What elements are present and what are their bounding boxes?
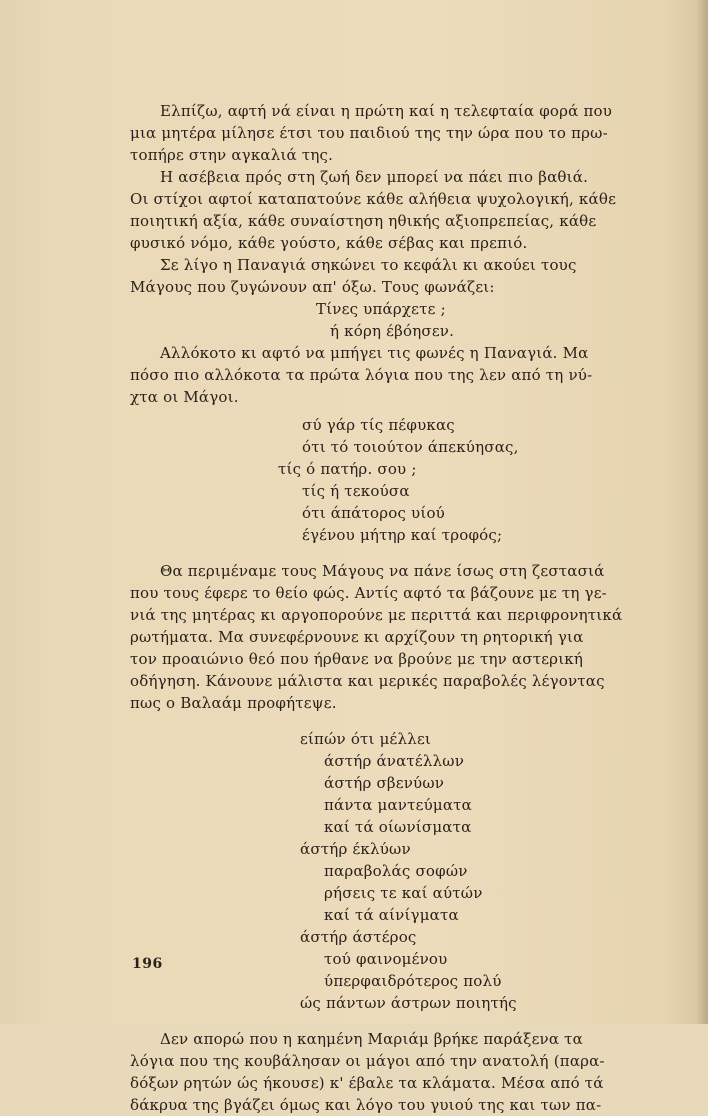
text-line: Οι στίχοι αφτοί καταπατούνε κάθε αλήθεια ψυχολογική, κάθε (130, 190, 617, 208)
paragraph (130, 100, 642, 166)
paragraph (130, 342, 642, 408)
verse-line: σύ γάρ τίς πέφυκας (302, 416, 455, 434)
text-line: που τους έφερε το θείο φώς. Αντίς αφτό τα βάζουνε με τη γε- (130, 584, 607, 602)
text-line: ποιητική αξία, κάθε συναίστηση ηθικής αξιοπρεπείας, κάθε (130, 212, 597, 230)
verse-line: έγένου μήτηρ καί τροφός; (302, 526, 503, 544)
quote-line: Τίνες υπάρχετε ; (316, 300, 446, 318)
page-number: 196 (132, 956, 163, 972)
text-line: οδήγηση. Κάνουνε μάλιστα και μερικές παραβολές λέγοντας (130, 672, 605, 690)
text-line: τον προαιώνιο θεό που ήρθανε να βρούνε με την αστερική (130, 650, 584, 668)
text-line: Η ασέβεια πρός στη ζωή δεν μπορεί να πάει πιο βαθιά. (160, 168, 589, 186)
verse-line: ύπερφαιδρότερος πολύ (324, 972, 502, 990)
text-line: φυσικό νόμο, κάθε γούστο, κάθε σέβας και πρεπιό. (130, 234, 528, 252)
text-line: πόσο πιο αλλόκοτα τα πρώτα λόγια που της λεν από τη νύ- (130, 366, 593, 384)
verse-block (130, 728, 642, 1014)
text-line: νιά της μητέρας κι αργοπορούνε με περιττά και περιφρονητικά (130, 606, 623, 624)
verse-line: ώς πάντων άστρων ποιητής (300, 994, 517, 1012)
verse-line: άστήρ άνατέλλων (324, 752, 465, 770)
verse-line: ρήσεις τε καί αύτών (324, 884, 483, 902)
verse-line: παραβολάς σοφών (324, 862, 468, 880)
verse-line: καί τά αίνίγματα (324, 906, 459, 924)
text-line: δόξων ρητών ώς ήκουσε) κ' έβαλε τα κλάματα. Μέσα από τά (130, 1074, 604, 1092)
text-line: Ελπίζω, αφτή νά είναι η πρώτη καί η τελεφταία φορά που (160, 102, 613, 120)
verse-line: πάντα μαντεύματα (324, 796, 472, 814)
text-line: πως ο Βαλαάμ προφήτεψε. (130, 694, 337, 712)
text-line: χτα οι Μάγοι. (130, 388, 239, 406)
verse-line: ότι τό τοιούτον άπεκύησας, (302, 438, 519, 456)
verse-line: άστήρ άστέρος (300, 928, 417, 946)
verse-line: άστήρ έκλύων (300, 840, 411, 858)
text-line: λόγια που της κουβάλησαν οι μάγοι από την ανατολή (παρα- (130, 1052, 605, 1070)
verse-line: είπών ότι μέλλει (300, 730, 431, 748)
text-line: δάκρυα της βγάζει όμως και λόγο του γυιού της και των πα- (130, 1096, 602, 1114)
quote-line: ή κόρη έβόησεν. (330, 322, 455, 340)
text-line: ρωτήματα. Μα συνεφέρνουνε κι αρχίζουν τη ρητορική για (130, 628, 584, 646)
verse-line: ότι άπάτορος υίού (302, 504, 445, 522)
verse-line: άστήρ σβενύων (324, 774, 445, 792)
paragraph (130, 166, 642, 254)
text-line: Δεν απορώ που η καημένη Μαριάμ βρήκε παράξενα τα (160, 1030, 583, 1048)
text-line: Αλλόκοτο κι αφτό να μπήγει τις φωνές η Παναγιά. Μα (160, 344, 589, 362)
quote (130, 298, 642, 342)
text-line: Θα περιμέναμε τους Μάγους να πάνε ίσως στη ζεστασιά (160, 562, 605, 580)
verse-line: τίς ό πατήρ. σου ; (278, 460, 417, 478)
text-line: Μάγους που ζυγώνουν απ' όξω. Τους φωνάζει: (130, 278, 495, 296)
verse-line: τίς ή τεκούσα (302, 482, 410, 500)
verse-block (130, 414, 642, 546)
verse-line: καί τά οίωνίσματα (324, 818, 472, 836)
text-line: μια μητέρα μίλησε έτσι του παιδιού της την ώρα που το πρω- (130, 124, 608, 142)
page-edge-shadow (696, 0, 708, 1024)
paragraph (130, 254, 642, 298)
page-body (130, 100, 642, 1116)
verse-line: τού φαινομένου (324, 950, 448, 968)
text-line: Σε λίγο η Παναγιά σηκώνει το κεφάλι κι ακούει τους (160, 256, 577, 274)
paragraph (130, 1028, 642, 1116)
paragraph (130, 560, 642, 714)
text-line: τοπήρε στην αγκαλιά της. (130, 146, 334, 164)
